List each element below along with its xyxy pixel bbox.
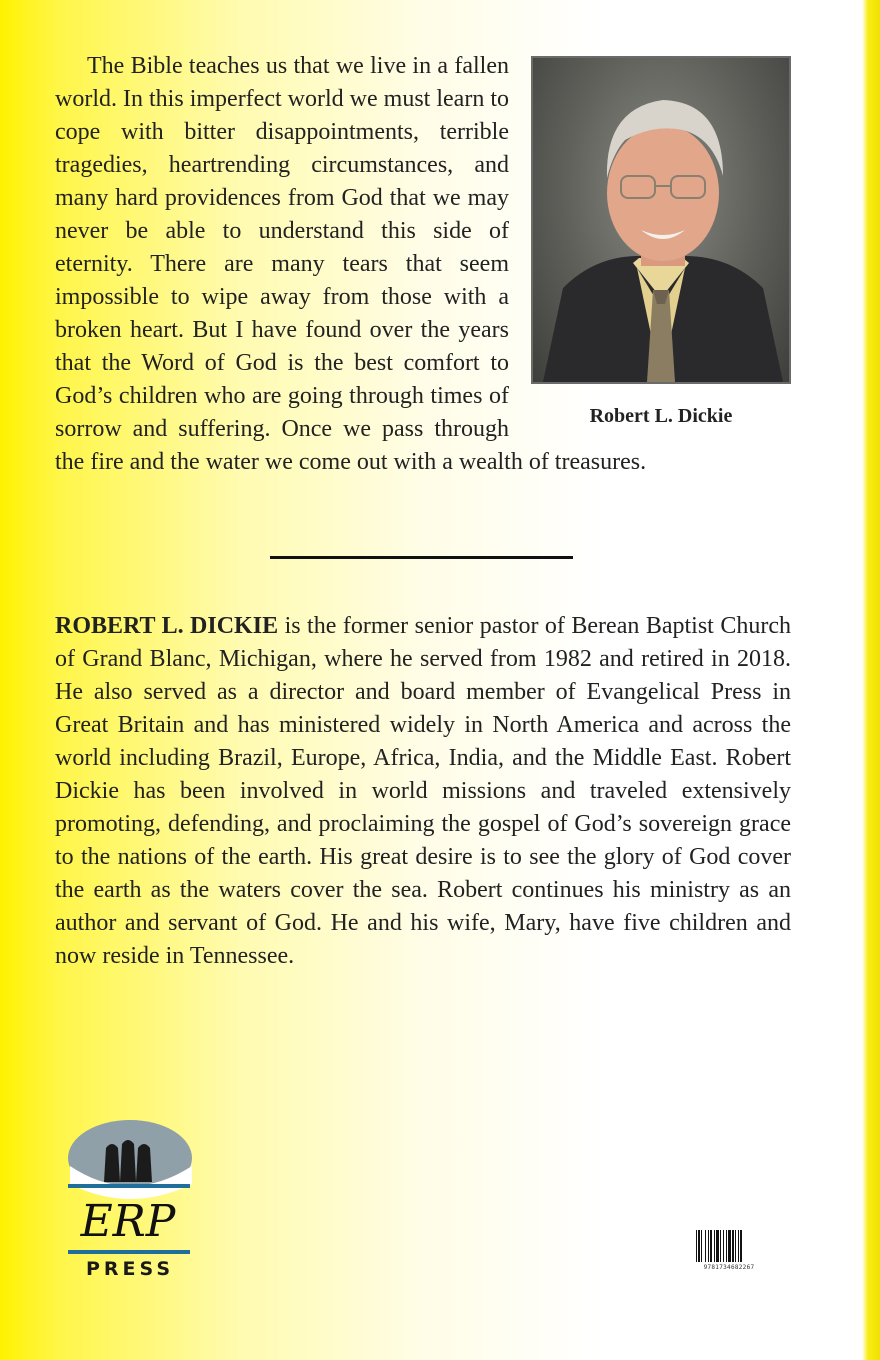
author-photo-caption: Robert L. Dickie [589,405,733,427]
author-bio-paragraph [55,610,791,973]
author-name: ROBERT L. DICKIE [55,613,279,639]
isbn-number: 9781734682267 [703,1264,755,1271]
back-cover-blurb [55,50,791,479]
logo-letters: ERP [80,1196,176,1247]
publisher-logo-emblem [62,1118,202,1258]
section-divider [270,556,573,559]
author-photo-block [531,56,791,433]
author-bio-text: is the former senior pastor of Berean Baptist Church of Grand Blanc, Michigan, where he served from 1982 and retired in 2018. He also served as a director and board member of Evangelical Press in Great Britain and has ministered widely in North America and across the world including Brazil, Europe, Africa, India, and the Middle East. Robert Dickie has been involved in world missions and traveled extensively promoting, defending, and proclaiming the gospel of God’s sovereign grace to the nations of the earth. His great desire is to see the glory of God cover the earth as the waters cover the sea. Robert continues his ministry as an author and servant of God. He and his wife, Mary, have five children and now reside in Tennessee. [55,613,791,969]
publisher-name: PRESS [85,1258,175,1280]
barcode-bars [696,1230,762,1262]
blurb-paragraph: The Bible teaches us that we live in a fallen world. In this imperfect world we must learn to cope with bitter disappointments, terrible tragedies, heartrending circumstances, and many hard providences from God that we may never be able to understand this side of eternity. There are many tears that seem impossible to wipe away from those with a broken heart. But I have found over the years that the Word of God is the best comfort to God’s children who are going through times of sorrow and suffering. Once we pass through the fire and the water we come out with a wealth of treasures. [55,53,647,475]
isbn-barcode [696,1230,762,1271]
barcode-stripe [742,1230,743,1262]
author-bio [55,610,791,973]
author-portrait-illustration [533,58,789,382]
author-photo [531,56,791,384]
